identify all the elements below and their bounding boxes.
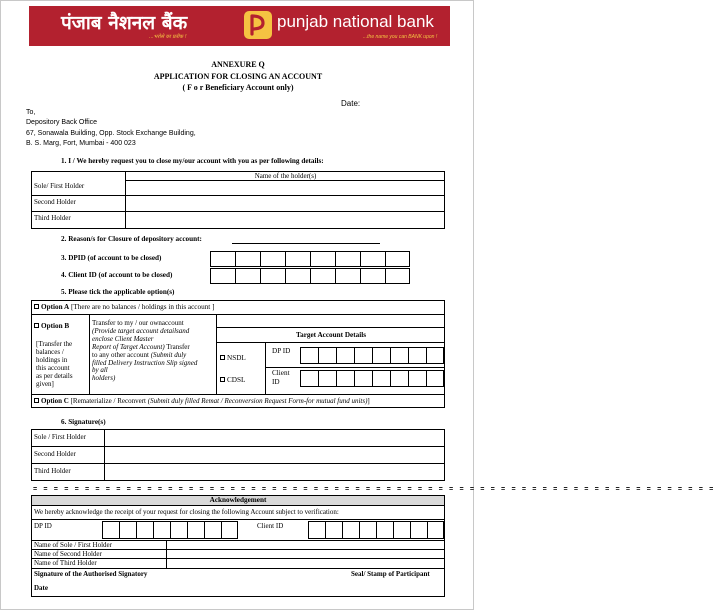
pnb-logo-icon (243, 10, 273, 40)
ack-clientid-cells[interactable] (308, 521, 444, 539)
ack-dpid-cells[interactable] (102, 521, 238, 539)
cdsl-option: CDSL (220, 377, 245, 384)
target-clientid-cells[interactable] (300, 370, 444, 387)
ack-clientid-label: Client ID (257, 522, 284, 530)
bank-banner (29, 6, 450, 46)
authorised-signature-label: Signature of the Authorised Signatory (34, 570, 148, 578)
address-line1: Depository Back Office (26, 119, 98, 126)
second-holder-name-field[interactable] (127, 197, 443, 210)
form-title: APPLICATION FOR CLOSING AN ACCOUNT (153, 72, 323, 81)
nsdl-option: NSDL (220, 355, 246, 362)
clientid-label: 4. Client ID (of account to be closed) (61, 271, 173, 279)
third-holder-signature-field[interactable] (106, 465, 443, 480)
form-subtitle: ( F o r Beneficiary Account only) (182, 83, 294, 92)
tagline-english: ...the name you can BANK upon ! (363, 34, 438, 40)
second-holder-signature-field[interactable] (106, 448, 443, 462)
target-account-header: Target Account Details (295, 331, 366, 339)
holder-row-label: Third Holder (34, 214, 71, 222)
option-c-checkbox[interactable] (34, 398, 39, 403)
dpid-input-cells[interactable] (210, 251, 410, 267)
ack-first-holder-field[interactable] (168, 541, 443, 548)
acknowledgement-header: Acknowledgement (209, 496, 267, 504)
holder-row-label: Second Holder (34, 198, 76, 206)
third-holder-name-field[interactable] (127, 213, 443, 228)
address-to: To, (26, 109, 36, 116)
target-dpid-label: DP ID (272, 347, 291, 355)
date-label: Date: (341, 99, 361, 108)
ack-third-holder-field[interactable] (168, 559, 443, 567)
holder-row-label: Sole/ First Holder (34, 182, 85, 190)
option-b-checkbox[interactable] (34, 323, 39, 328)
address-line2: 67, Sonawala Building, Opp. Stock Exchange Building, (26, 130, 196, 137)
address-line3: B. S. Marg, Fort, Mumbai - 400 023 (26, 140, 136, 147)
option-a-checkbox[interactable] (34, 304, 39, 309)
target-dpid-cells[interactable] (300, 347, 444, 364)
nsdl-checkbox[interactable] (220, 355, 225, 360)
signature-row-label: Second Holder (34, 450, 76, 458)
cdsl-checkbox[interactable] (220, 377, 225, 382)
dpid-label: 3. DPID (of account to be closed) (61, 254, 162, 262)
signatures-label: 6. Signature(s) (61, 418, 106, 426)
options-label: 5. Please tick the applicable option(s) (61, 288, 175, 296)
reason-label: 2. Reason/s for Closure of depository account: (61, 235, 202, 243)
option-a: Option A [There are no balances / holdings in this account ] (34, 304, 214, 311)
ack-name-row-label: Name of Sole / First Holder (34, 541, 112, 549)
ack-name-row-label: Name of Third Holder (34, 559, 97, 567)
option-b-description: [Transfer the balances / holdings in this account as per details given] (36, 340, 73, 388)
first-holder-name-field[interactable] (127, 182, 443, 194)
option-c: Option C [Rematerialize / Reconvert (Submit duly filled Remat / Reconversion Request Form-for mutual fund units)] (34, 398, 370, 405)
annexure-label: ANNEXURE Q (211, 60, 265, 69)
first-holder-signature-field[interactable] (106, 431, 443, 445)
bank-name-english: punjab national bank (277, 12, 434, 31)
acknowledgement-text: We hereby acknowledge the receipt of your request for closing the following Account subject to verification: (34, 508, 339, 516)
holder-table-header: Name of the holder(s) (254, 172, 317, 180)
ack-dpid-label: DP ID (34, 522, 52, 530)
signature-row-label: Sole / First Holder (34, 433, 86, 441)
tagline-hindi: ...भरोसे का प्रतीक ! (149, 34, 187, 40)
ack-second-holder-field[interactable] (168, 550, 443, 557)
bank-name-hindi: पंजाब नैशनल बैंक (61, 12, 188, 34)
option-b-transfer-details: Transfer to my / our ownaccount (Provide target account detailsand enclose Client Master Report of Target Account) Transfer to any other account (Submit duly filled Delivery Instruction Slip signed by all holders) (92, 319, 198, 383)
clientid-input-cells[interactable] (210, 268, 410, 284)
signature-row-label: Third Holder (34, 467, 71, 475)
cut-line-divider: = = = = = = = = = = = = = = = = = = = = = = = = = = = = = = = = = = = = = = = = = = = = = = = = = = = = = = = = = = = = = = = = = = (33, 486, 714, 494)
ack-name-row-label: Name of Second Holder (34, 550, 102, 558)
section1-text: 1. I / We hereby request you to close my/our account with you as per following details: (61, 157, 324, 165)
ack-date-label: Date (34, 584, 48, 592)
reason-field[interactable] (232, 243, 380, 244)
target-clientid-label: Client ID (272, 369, 290, 387)
seal-stamp-label: Seal/ Stamp of Participant (351, 570, 430, 578)
option-b: Option B (34, 323, 69, 330)
